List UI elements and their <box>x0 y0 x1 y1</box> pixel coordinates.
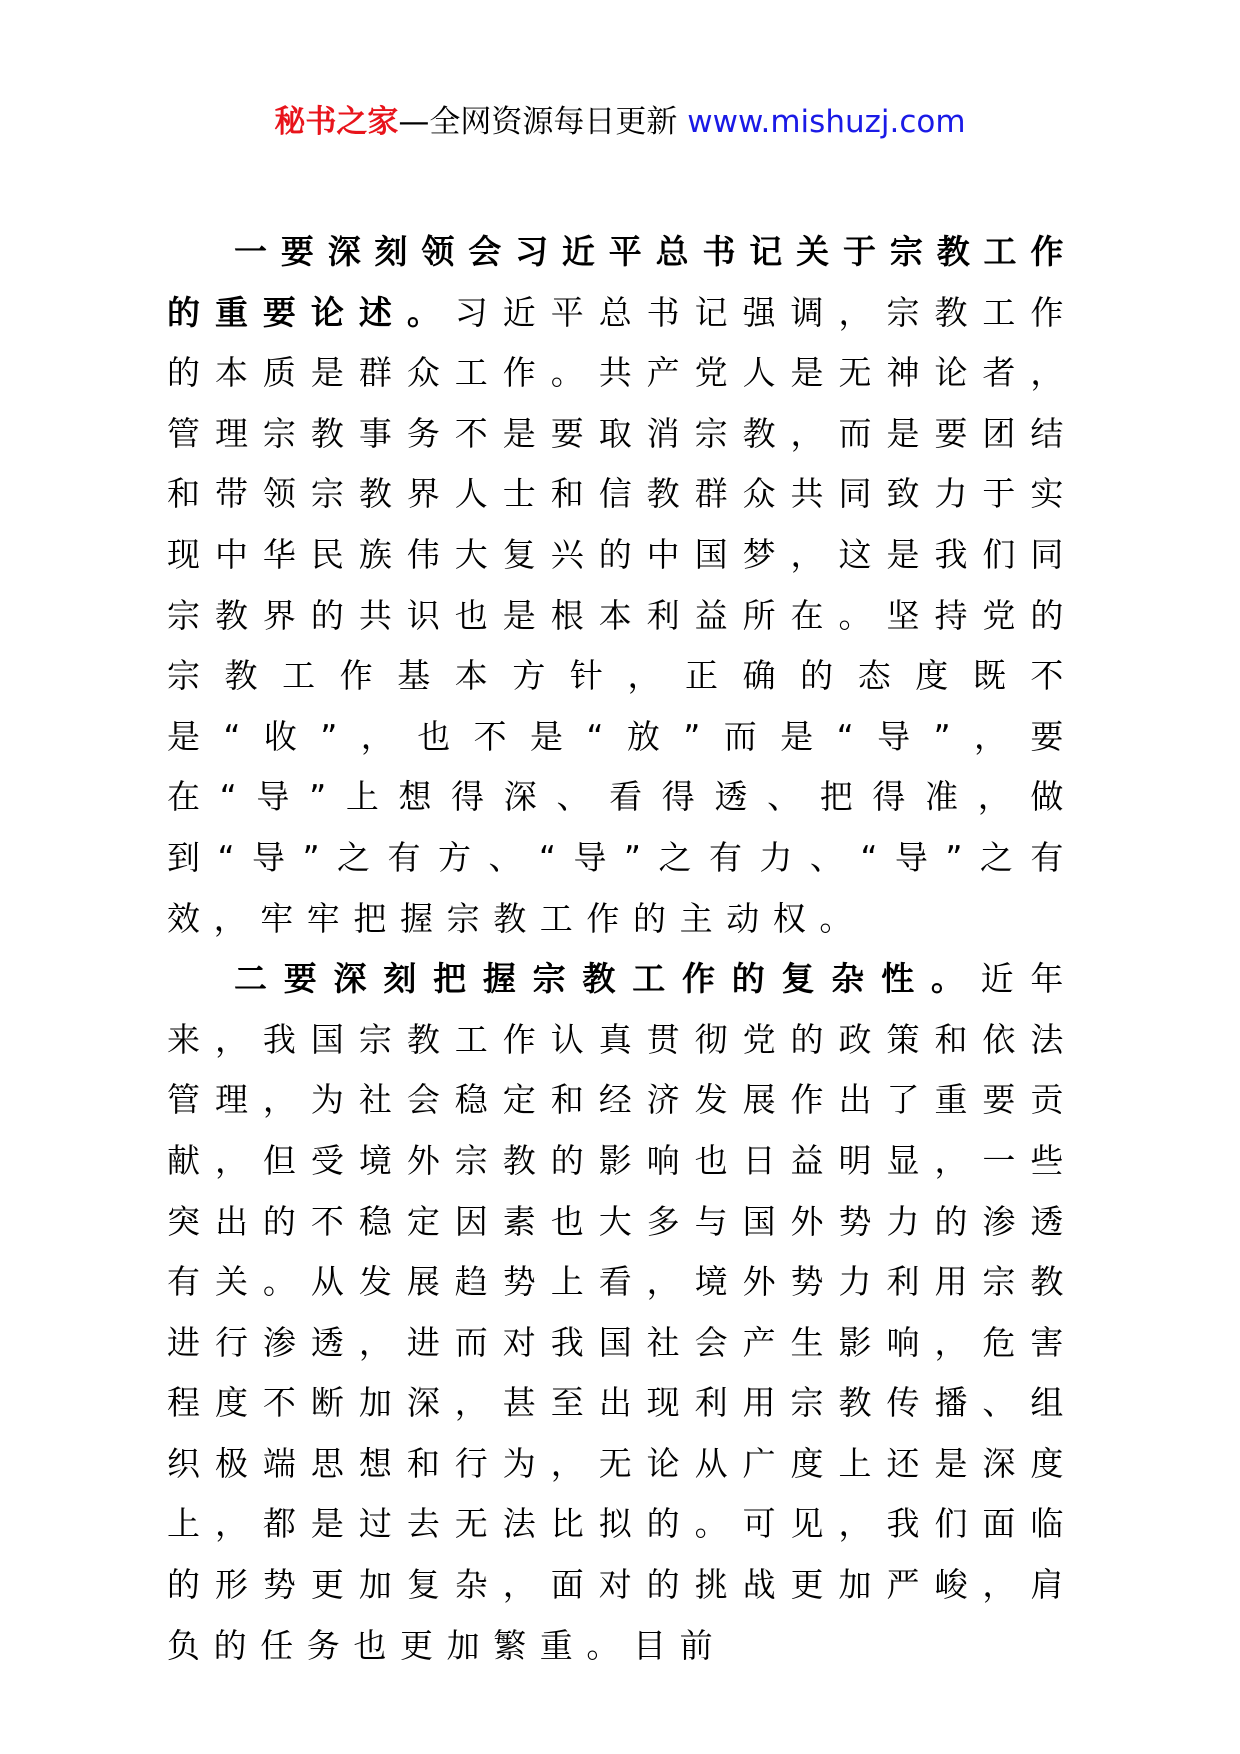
page-header <box>0 100 1240 144</box>
document-body <box>167 222 1077 1676</box>
site-slogan: —全网资源每日更新 <box>398 104 678 140</box>
paragraph-2 <box>167 949 1077 1676</box>
site-url-link[interactable]: www.mishuzj.com <box>687 104 966 140</box>
paragraph-1 <box>167 222 1077 949</box>
paragraph-1-lead: 一要深刻领会习近平总书记关于宗教工作的重要论述。 <box>167 232 1077 332</box>
paragraph-2-text: 近年来，我国宗教工作认真贯彻党的政策和依法管理，为社会稳定和经济发展作出了重要贡献，但受境外宗教的影响也日益明显，一些突出的不稳定因素也大多与国外势力的渗透有关。从发展趋势上看，境外势力利用宗教进行渗透，进而对我国社会产生影响，危害程度不断加深，甚至出现利用宗教传播、组织极端思想和行为，无论从广度上还是深度上，都是过去无法比拟的。可见，我们面临的形势更加复杂，面对的挑战更加严峻，肩负的任务也更加繁重。目前 <box>167 959 1077 1665</box>
paragraph-1-text: 习近平总书记强调，宗教工作的本质是群众工作。共产党人是无神论者，管理宗教事务不是要取消宗教，而是要团结和带领宗教界人士和信教群众共同致力于实现中华民族伟大复兴的中国梦，这是我们同宗教界的共识也是根本利益所在。坚持党的宗教工作基本方针，正确的态度既不是“收”，也不是“放”而是“导”，要在“导”上想得深、看得透、把得准，做到“导”之有方、“导”之有力、“导”之有效，牢牢把握宗教工作的主动权。 <box>167 292 1077 938</box>
site-brand: 秘书之家 <box>274 104 399 140</box>
paragraph-2-lead: 二要深刻把握宗教工作的复杂性。 <box>234 959 981 999</box>
